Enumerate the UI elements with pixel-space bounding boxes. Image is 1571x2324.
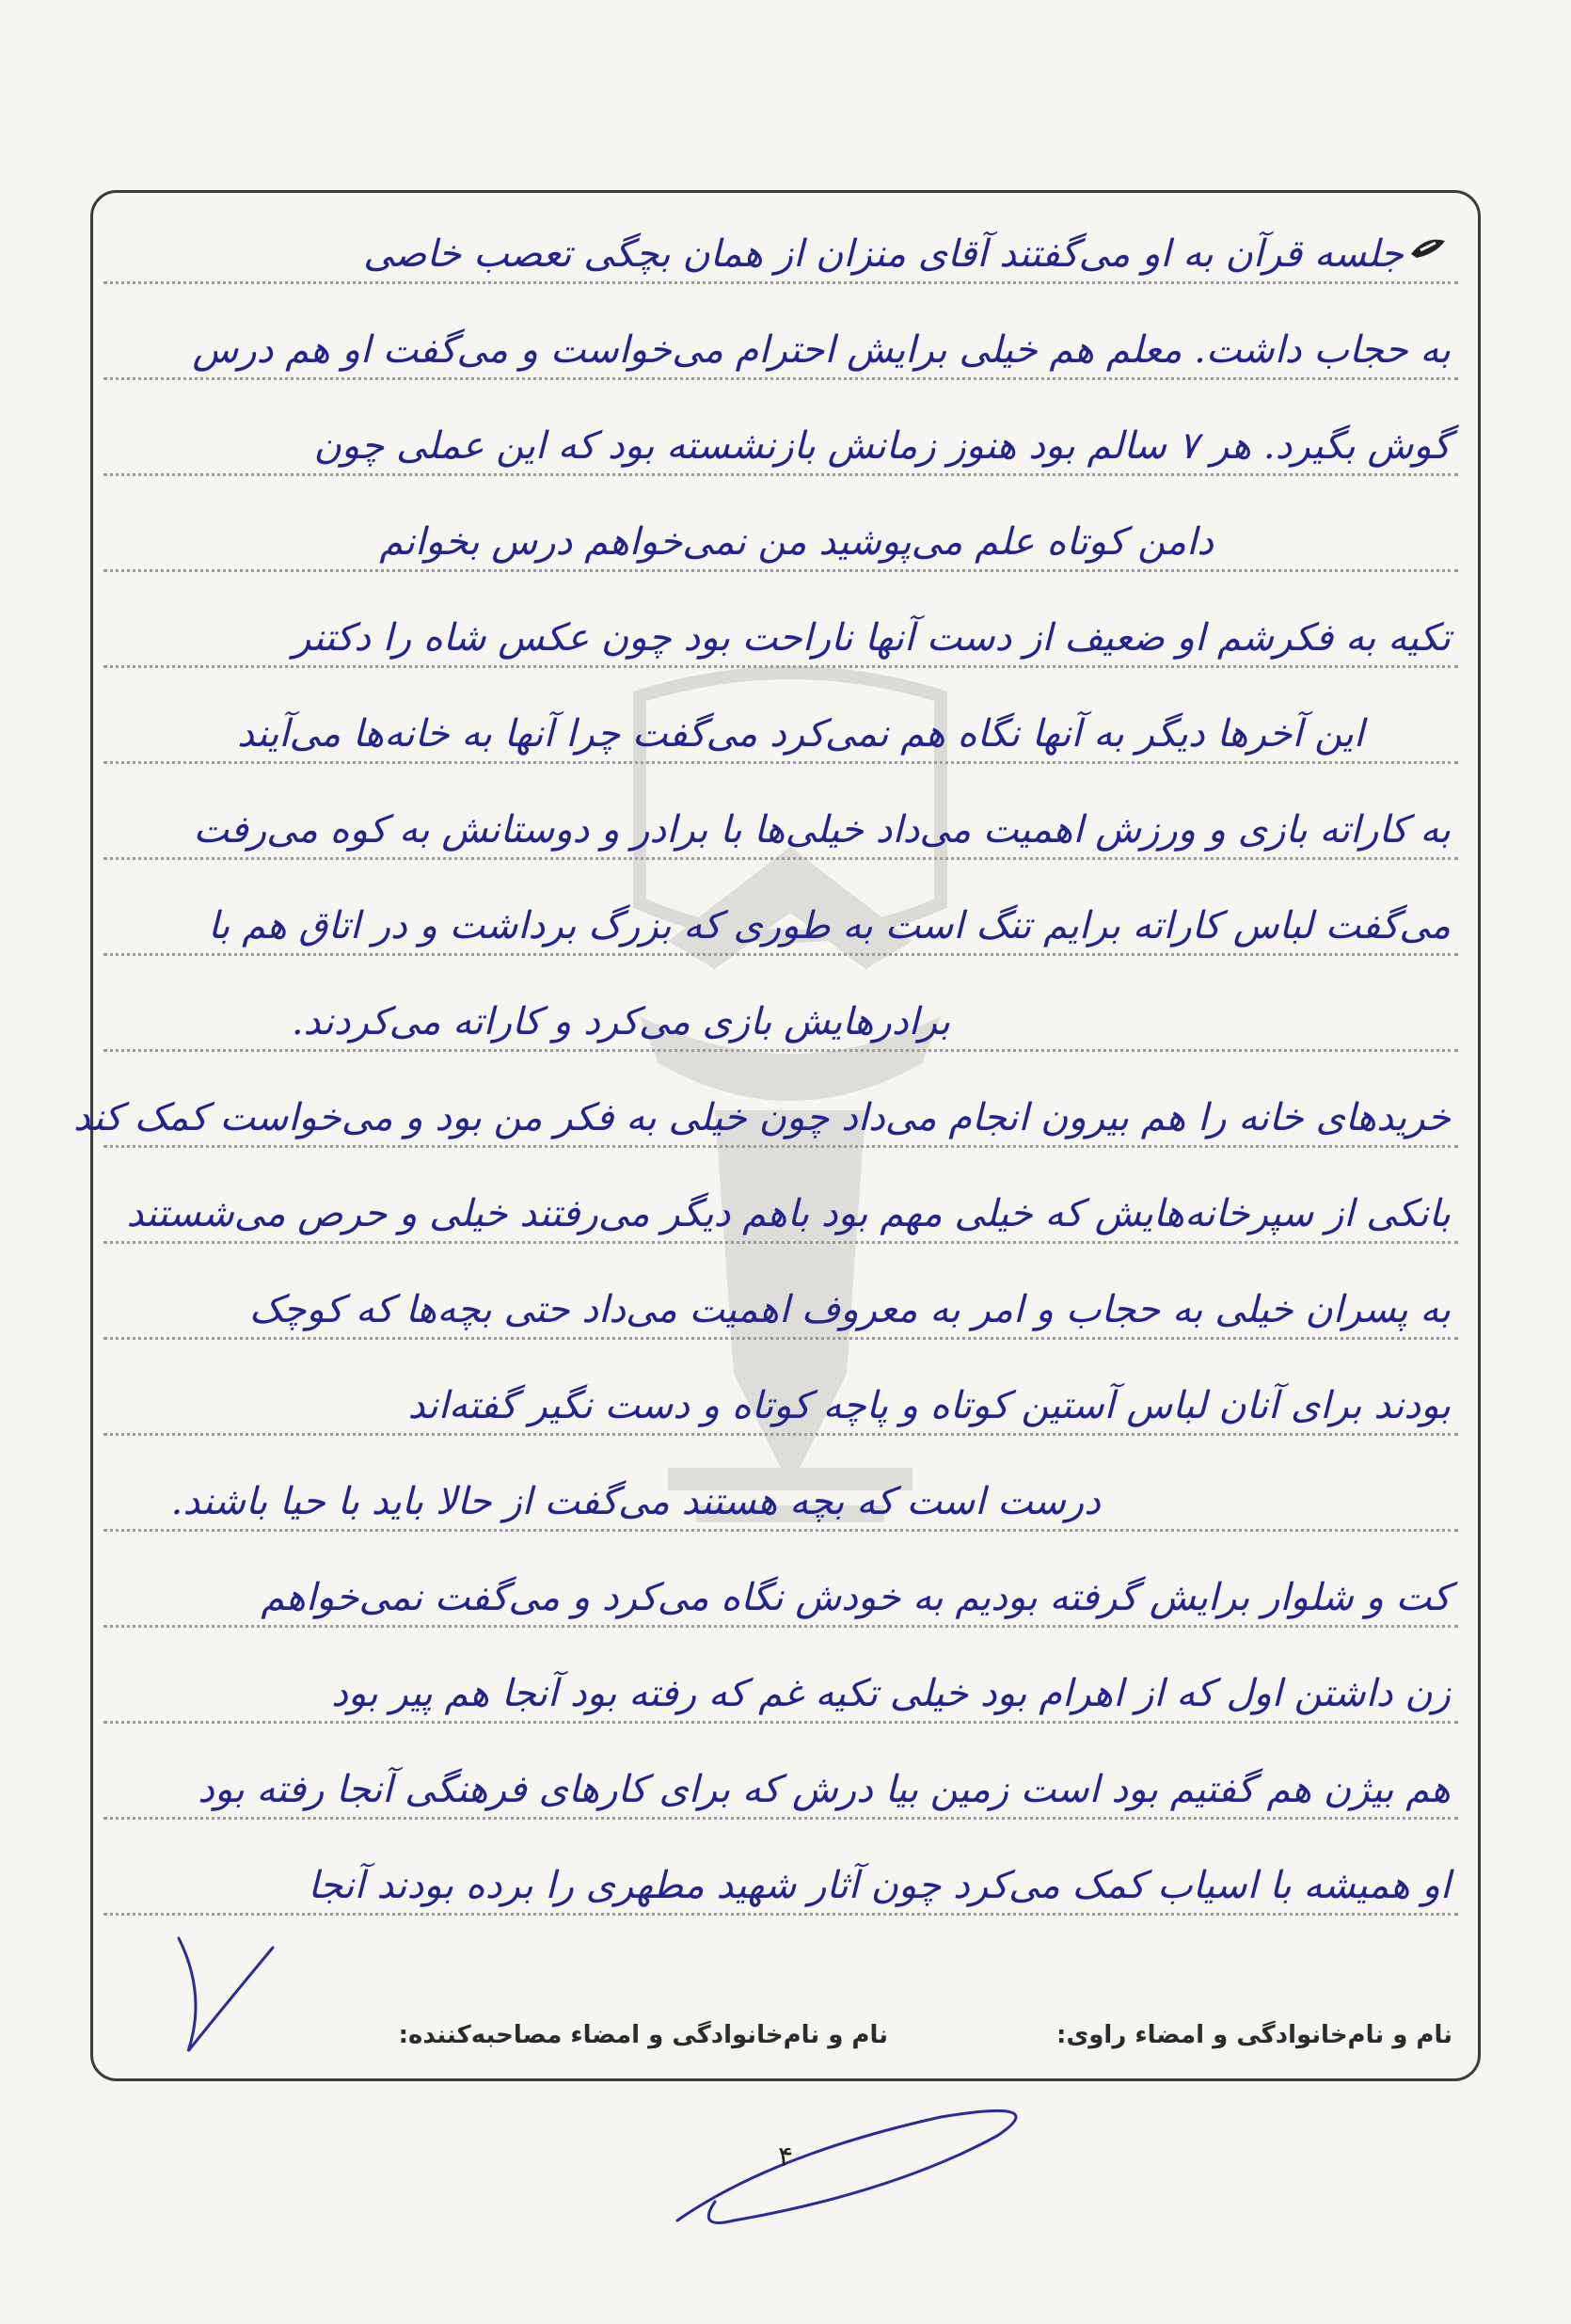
handwritten-text: زن داشتن اول که از اهرام بود خیلی تکیه غم که رفته بود آنجا هم پیر بود (331, 1672, 1451, 1715)
handwritten-text: جلسه قرآن به او می‌گفتند آقای منزان از همان بچگی تعصب خاصی (363, 232, 1404, 276)
text-line (103, 209, 1458, 284)
handwritten-text: درست است که بچه هستند می‌گفت از حالا باید با حیا باشند. (170, 1480, 1101, 1523)
handwritten-text: به کاراته بازی و ورزش اهمیت می‌داد خیلی‌ها با برادر و دوستانش به کوه می‌رفت (193, 808, 1451, 852)
interviewer-signature-label: نام و نام‌خانوادگی و امضاء مصاحبه‌کننده: (398, 2021, 888, 2049)
handwritten-text: به پسران خیلی به حجاب و امر به معروف اهمیت می‌داد حتی بچه‌ها که کوچک (248, 1288, 1451, 1331)
text-line (103, 1361, 1458, 1436)
text-line (103, 881, 1458, 956)
text-line (103, 1840, 1458, 1916)
text-line (103, 1456, 1458, 1532)
handwritten-text: به حجاب داشت. معلم هم خیلی برایش احترام می‌خواست و می‌گفت او هم درس (192, 328, 1451, 372)
handwritten-text: برادرهایش بازی می‌کرد و کاراته می‌کردند. (291, 1000, 950, 1043)
text-line (103, 1169, 1458, 1244)
handwritten-text: کت و شلوار برایش گرفته بودیم به خودش نگاه می‌کرد و می‌گفت نمی‌خواهم (261, 1576, 1451, 1619)
text-line (103, 1552, 1458, 1628)
interviewer-signature-mark (677, 2110, 1016, 2222)
handwritten-text: بودند برای آنان لباس آستین کوتاه و پاچه کوتاه و دست نگیر گفته‌اند (407, 1384, 1451, 1427)
page-number: ۴ (777, 2141, 794, 2173)
handwritten-text: بانکی از سپرخانه‌هایش که خیلی مهم بود باهم دیگر می‌رفتند خیلی و حرص می‌شستند (126, 1192, 1451, 1235)
text-line (103, 1265, 1458, 1340)
text-line (103, 1744, 1458, 1820)
text-line (103, 1648, 1458, 1724)
handwritten-text: این آخرها دیگر به آنها نگاه هم نمی‌کرد می‌گفت چرا آنها به خانه‌ها می‌آیند (237, 712, 1364, 756)
text-line (103, 305, 1458, 380)
text-line (103, 401, 1458, 476)
handwritten-text: تکیه به فکرشم او ضعیف از دست آنها ناراحت بود چون عکس شاه را دکتنر (292, 616, 1451, 660)
narrator-signature-label: نام و نام‌خانوادگی و امضاء راوی: (1056, 2021, 1452, 2049)
text-line (103, 785, 1458, 860)
text-line (103, 497, 1458, 572)
handwritten-text: او همیشه با اسیاب کمک می‌کرد چون آثار شهید مطهری را برده بودند آنجا (308, 1864, 1451, 1907)
text-line (103, 593, 1458, 668)
handwritten-text: خریدهای خانه را هم بیرون انجام می‌داد چون خیلی به فکر من بود و می‌خواست کمک کند (72, 1096, 1451, 1139)
text-line (103, 977, 1458, 1052)
handwritten-text: گوش بگیرد. هر ۷ سالم بود هنوز زمانش بازنشسته بود که این عملی چون (313, 424, 1451, 468)
text-line (72, 1073, 1458, 1148)
signature-footer (90, 2014, 1481, 2061)
handwritten-text: می‌گفت لباس کاراته برایم تنگ است به طوری که بزرگ برداشت و در اتاق هم با (208, 904, 1451, 947)
text-line (103, 689, 1458, 764)
handwritten-text: هم بیژن هم گفتیم بود است زمین بیا درش که برای کارهای فرهنگی آنجا رفته بود (198, 1768, 1451, 1811)
handwritten-text: دامن کوتاه علم می‌پوشید من نمی‌خواهم درس بخوانم (379, 520, 1214, 564)
